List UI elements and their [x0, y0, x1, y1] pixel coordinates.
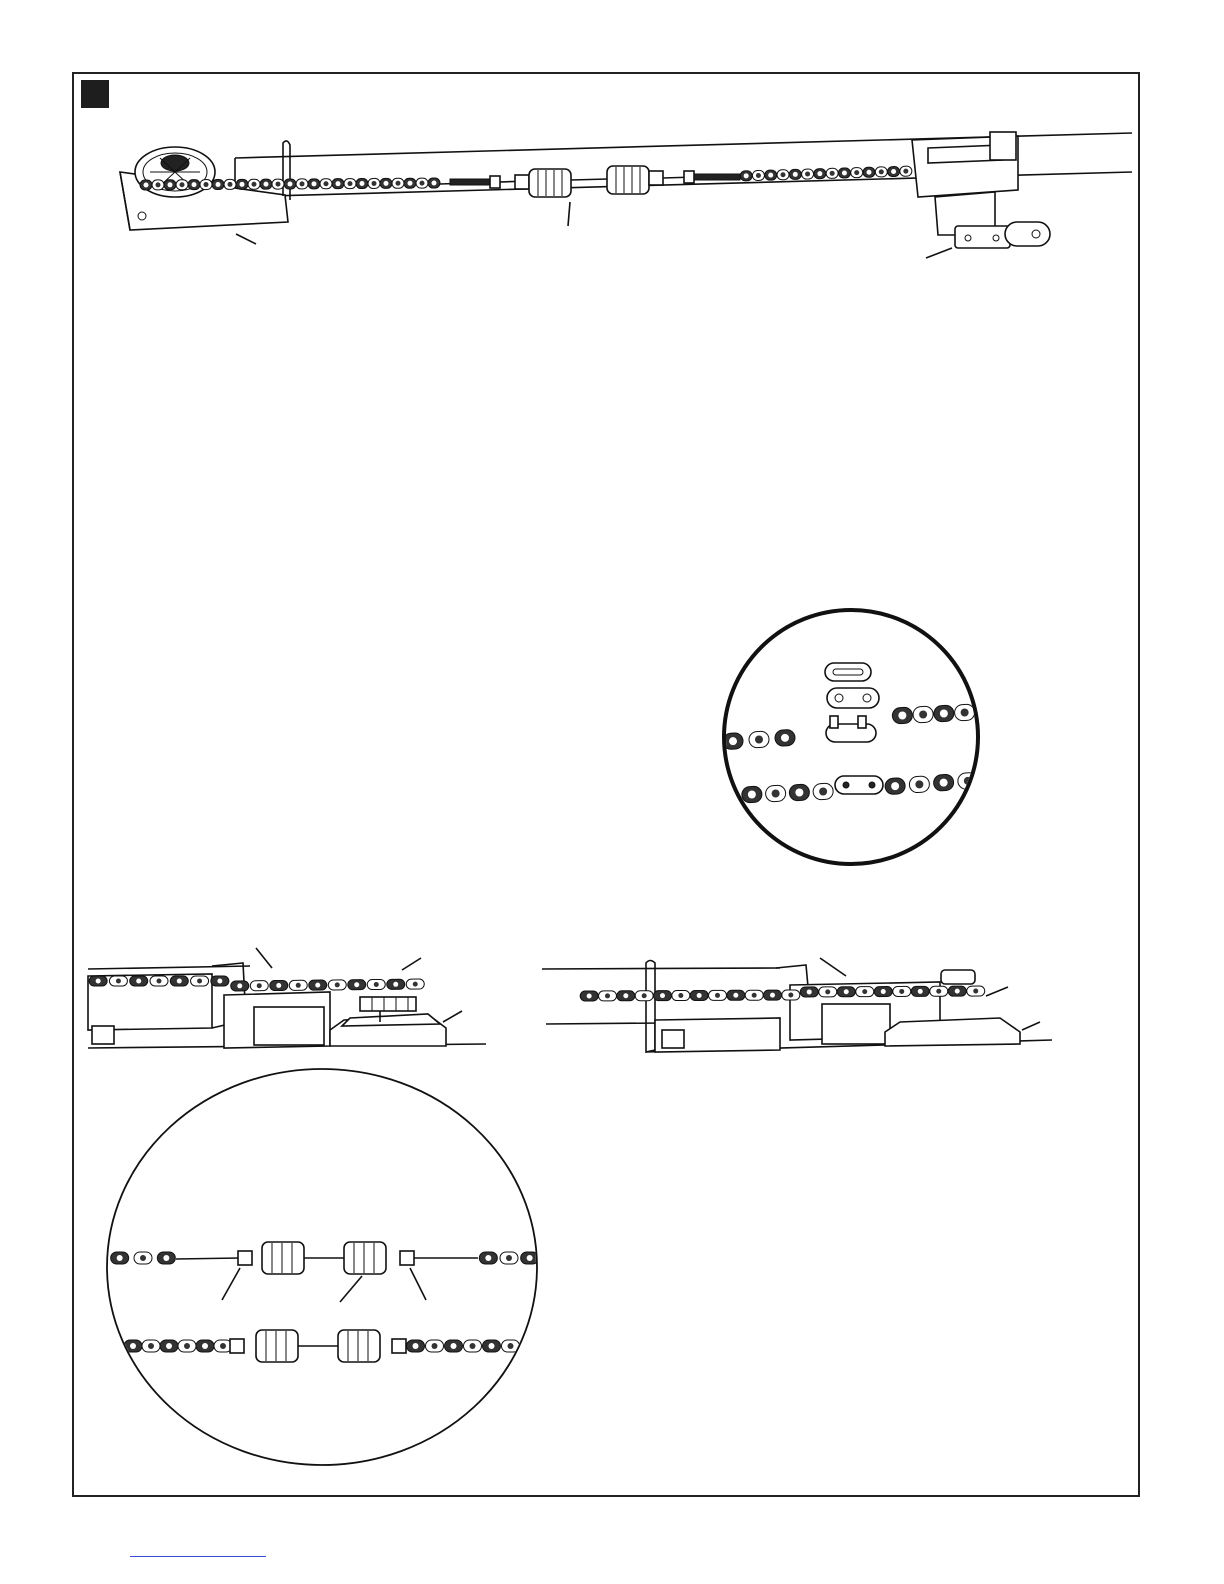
chain-roller: [237, 983, 242, 988]
hex-bolt: [92, 1026, 114, 1044]
chain-roller: [184, 1343, 190, 1349]
threaded-rod-left: [450, 179, 490, 185]
chain-roller: [527, 1255, 533, 1261]
chain-roller: [360, 181, 365, 186]
master-link-detail: [723, 610, 979, 864]
chain-roller: [807, 989, 812, 994]
chain-roller: [384, 181, 389, 186]
chain-roller: [136, 979, 141, 984]
chain-roller: [642, 993, 647, 998]
chain-roller: [276, 182, 281, 187]
chain-roller: [192, 182, 197, 187]
nut-left: [490, 176, 500, 188]
chain-roller: [891, 782, 899, 790]
connector-row1-right: [344, 1242, 386, 1274]
callout-leader: [256, 948, 272, 968]
callout-leader: [820, 958, 846, 976]
callout-leader: [443, 1011, 462, 1022]
chain-roller: [587, 993, 592, 998]
chain-roller: [432, 181, 437, 186]
chain-roller: [842, 170, 847, 175]
chain-roller: [915, 780, 923, 788]
chain-roller: [973, 989, 978, 994]
chain-roller: [678, 993, 683, 998]
chain-roller: [156, 182, 161, 187]
chain-roller: [485, 1255, 491, 1261]
chain-roller: [148, 1343, 154, 1349]
chain-roller: [257, 983, 262, 988]
side-view-left: [88, 948, 486, 1048]
chain-roller: [264, 182, 269, 187]
cable-ferrule-right: [649, 171, 663, 185]
chain-roller: [881, 989, 886, 994]
chain-roller: [354, 982, 359, 987]
chain-roller: [781, 172, 786, 177]
chain-roller: [489, 1343, 495, 1349]
cable-ferrule-left: [515, 175, 529, 189]
chain-roller: [940, 710, 948, 718]
sprocket-teeth: [941, 970, 975, 984]
callout-leader: [1022, 1022, 1040, 1030]
chain-roller: [348, 181, 353, 186]
chain-roller: [276, 983, 281, 988]
chain-roller: [623, 993, 628, 998]
chain-roller: [140, 1255, 146, 1261]
chain-roller: [891, 169, 896, 174]
chain-roller: [96, 979, 101, 984]
side-view-right: [542, 958, 1052, 1052]
chain-roller: [770, 993, 775, 998]
chain-roller: [217, 979, 222, 984]
chain-roller: [805, 172, 810, 177]
hex-bolt: [662, 1030, 684, 1048]
chain-roller: [408, 181, 413, 186]
chain-roller: [336, 181, 341, 186]
chain-roller: [508, 1343, 514, 1349]
chain-roller: [315, 983, 320, 988]
chain-roller: [432, 1343, 438, 1349]
chain-roller: [166, 1343, 172, 1349]
chain-roller: [955, 989, 960, 994]
chain-roller: [288, 182, 293, 187]
chain-roller: [420, 181, 425, 186]
callout-leader: [986, 987, 1008, 996]
chain-roller: [936, 989, 941, 994]
chain-roller: [788, 993, 793, 998]
chain-roller: [451, 1343, 457, 1349]
chain-roller: [756, 173, 761, 178]
chain-roller: [781, 734, 789, 742]
spring-clip: [825, 663, 871, 681]
chain-roller: [748, 791, 756, 799]
chain-roller: [795, 789, 803, 797]
chain-connector-left: [529, 169, 571, 197]
chain-roller: [197, 979, 202, 984]
connector-row1-left: [262, 1242, 304, 1274]
chain-roller: [729, 737, 737, 745]
chain-roller: [862, 989, 867, 994]
chain-roller: [755, 736, 763, 744]
chain-roller: [899, 989, 904, 994]
chain-roller: [177, 979, 182, 984]
chain-roller: [300, 181, 305, 186]
chain-roller: [919, 711, 927, 719]
chain-roller: [116, 979, 121, 984]
nut-right: [684, 171, 694, 183]
roller-chain-left: [140, 178, 440, 190]
chain-roller: [396, 181, 401, 186]
chain-roller: [605, 993, 610, 998]
chain-roller: [252, 182, 257, 187]
connector-row2-right: [338, 1330, 380, 1362]
chain-roller: [752, 993, 757, 998]
chain-roller: [772, 790, 780, 798]
rail-assembly-diagram: [120, 132, 1132, 258]
callout-leader: [236, 234, 256, 244]
threaded-rod-right: [694, 174, 740, 180]
chain-roller: [163, 1255, 169, 1261]
chain-roller: [898, 712, 906, 720]
chain-roller: [117, 1255, 123, 1261]
chain-roller: [296, 983, 301, 988]
chain-roller: [168, 182, 173, 187]
callout-leader: [402, 958, 421, 970]
chain-roller: [961, 709, 969, 717]
callout-leader: [568, 202, 570, 226]
chain-roller: [180, 182, 185, 187]
chain-roller: [312, 181, 317, 186]
chain-roller: [130, 1343, 136, 1349]
callout-leader: [926, 248, 952, 258]
chain-roller: [940, 779, 948, 787]
chain-roller: [240, 182, 245, 187]
chain-roller: [867, 170, 872, 175]
chain-roller: [854, 170, 859, 175]
connector-row2-left: [256, 1330, 298, 1362]
chain-roller: [202, 1343, 208, 1349]
chain-roller: [144, 182, 149, 187]
chain-roller: [324, 181, 329, 186]
chain-roller: [825, 989, 830, 994]
chain-connector-right: [607, 166, 649, 194]
chain-roller: [413, 1343, 419, 1349]
chain-roller: [393, 982, 398, 987]
chain-roller: [844, 989, 849, 994]
chain-roller: [470, 1343, 476, 1349]
chain-roller: [374, 982, 379, 987]
chain-roller: [879, 169, 884, 174]
chain-roller: [817, 171, 822, 176]
chain-roller: [372, 181, 377, 186]
chain-roller: [204, 182, 209, 187]
chain-roller: [744, 173, 749, 178]
chain-roller: [335, 982, 340, 987]
chain-roller: [793, 172, 798, 177]
chain-roller: [220, 1343, 226, 1349]
chain-roller: [216, 182, 221, 187]
chain-roller: [768, 173, 773, 178]
chain-roller: [506, 1255, 512, 1261]
chain-roller: [715, 993, 720, 998]
trolley: [912, 132, 1050, 248]
chain-roller: [413, 982, 418, 987]
chain-roller: [697, 993, 702, 998]
chain-roller: [819, 788, 827, 796]
chain-roller: [157, 979, 162, 984]
chain-roller: [903, 169, 908, 174]
chain-roller: [830, 171, 835, 176]
connector-detail: [107, 1069, 539, 1465]
chain-roller: [660, 993, 665, 998]
chain-roller: [918, 989, 923, 994]
chain-roller: [733, 993, 738, 998]
chain-roller: [228, 182, 233, 187]
